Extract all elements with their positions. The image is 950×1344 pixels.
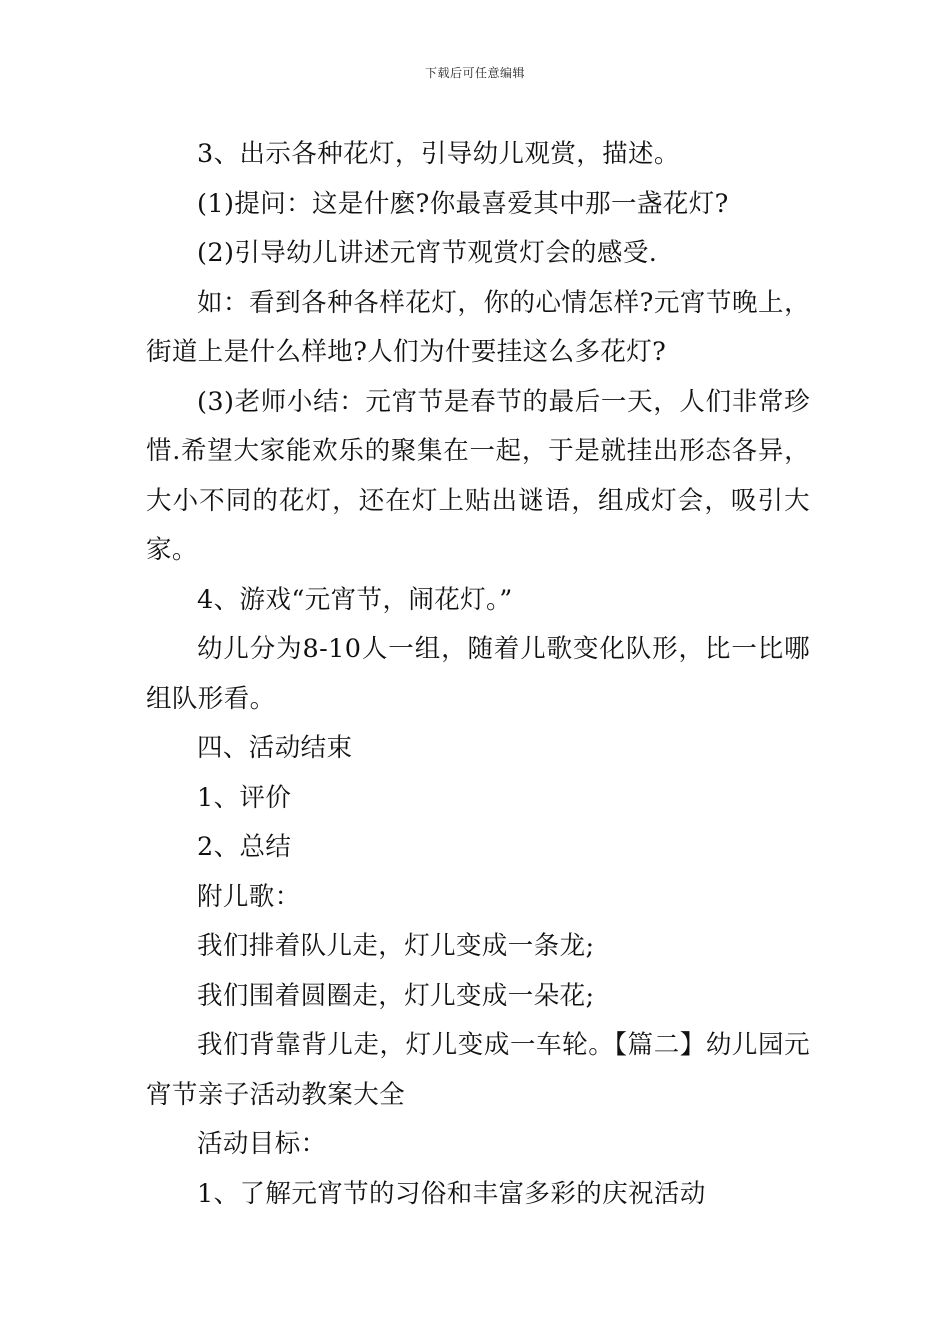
paragraph: 我们围着圆圈走，灯儿变成一朵花; [197,980,595,1011]
paragraph: 幼儿分为8-10人一组，随着儿歌变化队形，比一比哪组队形看。 [146,634,810,714]
paragraph: 如：看到各种各样花灯，你的心情怎样?元宵节晚上，街道上是什么样地?人们为什要挂这么多花灯? [146,287,810,367]
paragraph: (2)引导幼儿讲述元宵节观赏灯会的感受. [197,238,658,268]
paragraph: (1)提问：这是什麽?你最喜爱其中那一盏花灯? [197,188,729,219]
paragraph: 3、出示各种花灯，引导幼儿观赏，描述。 [197,139,680,169]
paragraph: 2、总结 [197,832,292,862]
paragraph: 我们背靠背儿走，灯儿变成一车轮。【篇二】幼儿园元宵节亲子活动教案大全 [146,1030,810,1110]
document-body [146,130,810,1219]
paragraph: 四、活动结束 [197,733,353,763]
paragraph: 我们排着队儿走，灯儿变成一条龙; [197,931,595,961]
paragraph: (3)老师小结：元宵节是春节的最后一天，人们非常珍惜.希望大家能欢乐的聚集在一起，于是就挂出形态各异，大小不同的花灯，还在灯上贴出谜语，组成灯会，吸引大家。 [146,386,810,565]
paragraph: 活动目标： [197,1129,327,1159]
paragraph: 4、游戏“元宵节，闹花灯。” [197,584,513,615]
header-note: 下载后可任意编辑 [424,66,525,80]
paragraph: 1、了解元宵节的习俗和丰富多彩的庆祝活动 [197,1178,706,1209]
paragraph: 1、评价 [197,782,292,813]
paragraph: 附儿歌： [197,881,301,912]
